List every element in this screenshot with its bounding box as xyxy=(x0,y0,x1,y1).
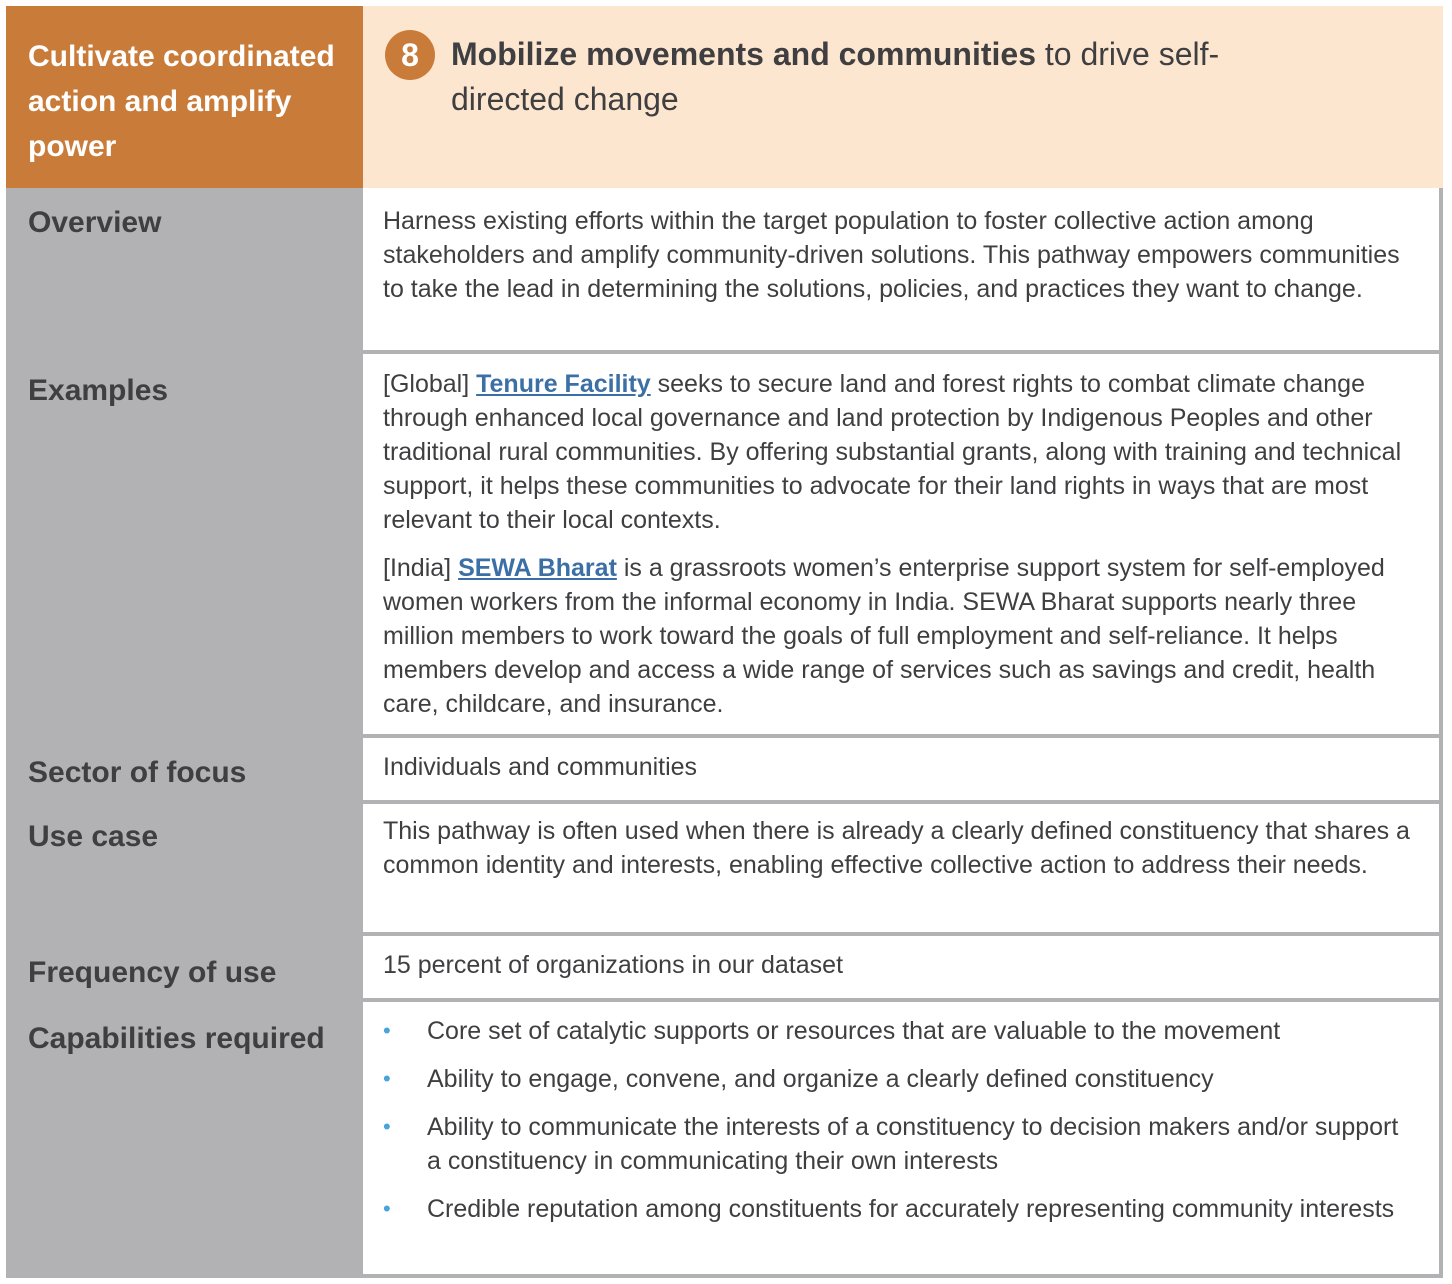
capability-item xyxy=(383,1062,1419,1096)
category-title: Cultivate coordinated action and amplify power xyxy=(6,6,363,188)
capability-item xyxy=(383,1014,1419,1048)
bullet-icon: • xyxy=(383,1196,391,1221)
capabilities-row xyxy=(6,1002,1443,1278)
example-text: is a grassroots women’s enterprise support system for self-employed women workers from the informal economy in India. SEWA Bharat supports nearly three million members to work toward the goals of full employment and self-reliance. It helps members develop and access a wide range of services such as savings and credit, health care, childcare, and insurance. xyxy=(383,554,1385,718)
pathway-title-rest: to drive self-directed change xyxy=(451,36,1220,117)
overview-text: Harness existing efforts within the target population to foster collective action among stakeholders and amplify community-driven solutions. This pathway empowers communities to take the lead in determining the solutions, policies, and practices they want to change. xyxy=(363,188,1443,354)
use-case-text: This pathway is often used when there is already a clearly defined constituency that shares a common identity and interests, enabling effective collective action to address their needs. xyxy=(363,804,1443,936)
example-item xyxy=(383,551,1419,721)
examples-cell xyxy=(363,354,1443,738)
capabilities-cell xyxy=(363,1002,1443,1278)
tenure-facility-link[interactable]: Tenure Facility xyxy=(476,370,651,398)
bullet-icon: • xyxy=(383,1066,391,1091)
capability-text: Ability to engage, convene, and organize a clearly defined constituency xyxy=(427,1065,1214,1093)
pathway-table xyxy=(6,6,1443,1278)
use-case-label: Use case xyxy=(6,804,363,936)
capability-text: Ability to communicate the interests of a constituency to decision makers and/or support a constituency in communicating their own interests xyxy=(427,1113,1399,1175)
capabilities-list xyxy=(383,1014,1419,1226)
header-row xyxy=(6,6,1443,188)
pathway-title xyxy=(451,32,1231,122)
frequency-label: Frequency of use xyxy=(6,936,363,1002)
frequency-text: 15 percent of organizations in our dataset xyxy=(363,936,1443,1002)
frequency-row xyxy=(6,936,1443,1002)
bullet-icon: • xyxy=(383,1018,391,1043)
sewa-bharat-link[interactable]: SEWA Bharat xyxy=(458,554,617,582)
use-case-row xyxy=(6,804,1443,936)
examples-label: Examples xyxy=(6,354,363,738)
capabilities-label: Capabilities required xyxy=(6,1002,363,1278)
overview-label: Overview xyxy=(6,188,363,354)
sector-text: Individuals and communities xyxy=(363,738,1443,804)
overview-row xyxy=(6,188,1443,354)
example-item xyxy=(383,367,1419,537)
sector-row xyxy=(6,738,1443,804)
pathway-title-cell xyxy=(363,6,1443,188)
capability-text: Core set of catalytic supports or resources that are valuable to the movement xyxy=(427,1017,1281,1045)
capability-item xyxy=(383,1110,1419,1178)
capability-item xyxy=(383,1192,1419,1226)
capability-text: Credible reputation among constituents for accurately representing community interests xyxy=(427,1195,1395,1223)
sector-label: Sector of focus xyxy=(6,738,363,804)
example-text: seeks to secure land and forest rights to combat climate change through enhanced local governance and land protection by Indigenous Peoples and other traditional rural communities. By offering substantial grants, along with training and technical support, it helps these communities to advocate for their land rights in ways that are most relevant to their local contexts. xyxy=(383,370,1402,534)
example-prefix: [India] xyxy=(383,554,459,582)
pathway-number-badge: 8 xyxy=(385,30,435,80)
bullet-icon: • xyxy=(383,1114,391,1139)
examples-row xyxy=(6,354,1443,738)
pathway-title-bold: Mobilize movements and communities xyxy=(451,36,1036,72)
example-prefix: [Global] xyxy=(383,370,477,398)
